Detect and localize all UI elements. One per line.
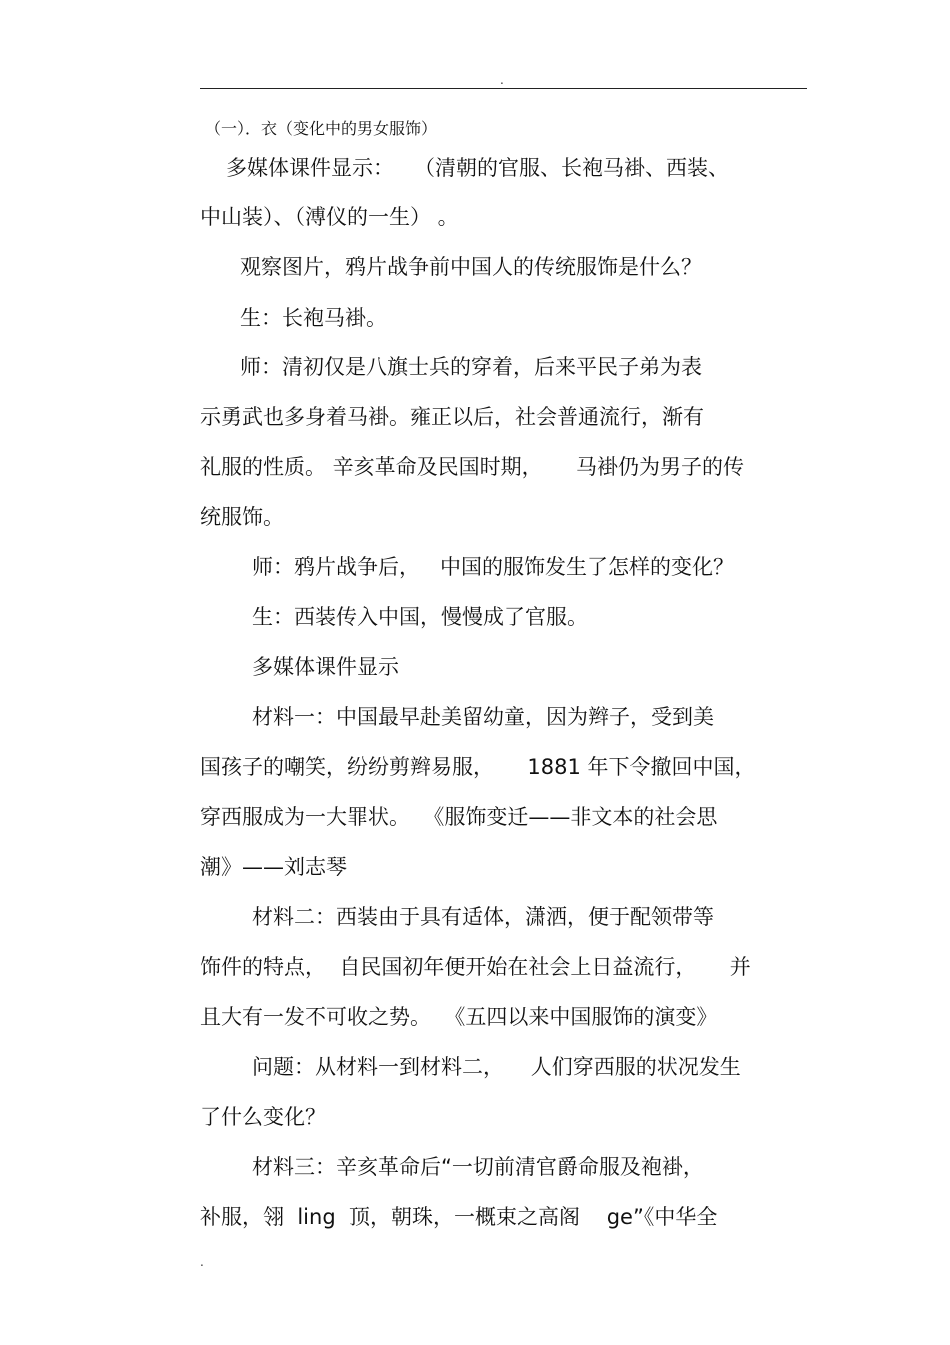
paragraph-line: 示勇武也多身着马褂。雍正以后，社会普通流行，渐有: [200, 405, 704, 429]
footer-dot: .: [200, 1255, 204, 1269]
paragraph-line: 饰件的特点， 自民国初年便开始在社会上日益流行， 并: [200, 955, 751, 979]
paragraph-line: 了什么变化？: [200, 1105, 326, 1129]
paragraph-line: 穿西服成为一大罪状。 《服饰变迁——非文本的社会思: [200, 805, 718, 829]
paragraph-line: 材料三：辛亥革命后“一切前清官爵命服及袍褂，: [252, 1155, 704, 1179]
paragraph-line: 生：长袍马褂。: [240, 306, 387, 330]
paragraph-line: 补服，翎 ling 顶，朝珠，一概束之高阁 ge”《中华全: [200, 1205, 718, 1229]
paragraph-line: 生：西装传入中国，慢慢成了官服。: [252, 605, 588, 629]
paragraph-line: 多媒体课件显示: [252, 655, 399, 679]
paragraph-line: 潮》——刘志琴: [200, 855, 347, 879]
paragraph-line: 礼服的性质。 辛亥革命及民国时期， 马褂仍为男子的传: [200, 455, 745, 479]
paragraph-line: 且大有一发不可收之势。 《五四以来中国服饰的演变》: [200, 1005, 718, 1029]
paragraph-line: 国孩子的嘲笑，纷纷剪辫易服， 1881 年下令撤回中国，: [200, 755, 756, 779]
section-heading: （一）．衣（变化中的男女服饰）: [205, 119, 438, 138]
paragraph-line: 师：鸦片战争后， 中国的服饰发生了怎样的变化？: [252, 555, 735, 579]
header-dot: .: [500, 73, 504, 87]
paragraph-line: 多媒体课件显示： （清朝的官服、长袍马褂、西装、: [226, 156, 730, 180]
paragraph-line: 中山装）、（溥仪的一生） 。: [200, 205, 459, 229]
header-rule: [200, 88, 807, 89]
paragraph-line: 材料一：中国最早赴美留幼童，因为辫子，受到美: [252, 705, 714, 729]
paragraph-line: 观察图片，鸦片战争前中国人的传统服饰是什么？: [240, 255, 702, 279]
paragraph-line: 统服饰。: [200, 505, 284, 529]
paragraph-line: 师：清初仅是八旗士兵的穿着，后来平民子弟为表: [240, 355, 702, 379]
paragraph-line: 材料二：西装由于具有适体，潇洒，便于配领带等: [252, 905, 714, 929]
paragraph-line: 问题：从材料一到材料二， 人们穿西服的状况发生: [252, 1055, 741, 1079]
